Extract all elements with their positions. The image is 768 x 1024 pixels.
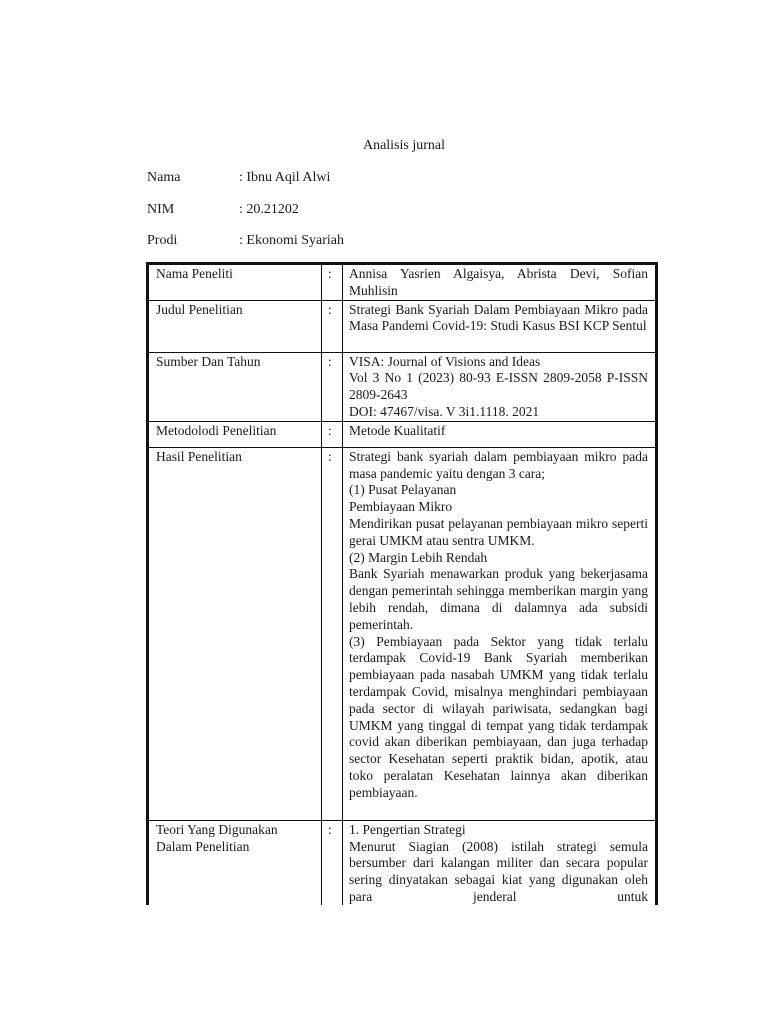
table-row-hasil-penelitian — [149, 447, 656, 820]
meta-label: Prodi — [147, 233, 178, 248]
row-value — [343, 352, 656, 421]
meta-value: : Ekonomi Syariah — [239, 233, 344, 248]
row-label: Metodolodi Penelitian — [149, 421, 322, 447]
meta-row-nama — [147, 170, 330, 186]
row-text: Mendirikan pusat pelayanan pembiayaan mikro seperti gerai UMKM atau sentra UMKM. — [349, 515, 648, 548]
row-text: Bank Syariah menawarkan produk yang bekerjasama dengan pemerintah sehingga memberikan margin yang lebih rendah, dimana di dalamnya ada subsidi pemerintah. — [349, 566, 648, 632]
row-text: Strategi bank syariah dalam pembiayaan mikro pada masa pandemic yaitu dengan 3 cara; — [349, 448, 648, 481]
meta-row-nim — [147, 202, 299, 218]
row-value — [343, 820, 656, 905]
meta-value: : 20.21202 — [239, 202, 299, 217]
meta-value: : Ibnu Aqil Alwi — [239, 170, 331, 185]
row-colon: : — [322, 265, 343, 301]
row-label: Judul Penelitian — [149, 300, 322, 352]
row-text: DOI: 47467/visa. V 3i1.1118. 2021 — [349, 403, 540, 419]
table-row-sumber-dan-tahun — [149, 352, 656, 421]
document-title: Analisis jurnal — [362, 138, 446, 153]
row-label: Hasil Penelitian — [149, 447, 322, 820]
row-text: (2) Margin Lebih Rendah — [349, 549, 488, 565]
analysis-table — [146, 262, 658, 905]
row-value — [343, 300, 656, 352]
row-colon: : — [322, 447, 343, 820]
row-text: VISA: Journal of Visions and Ideas — [349, 353, 541, 369]
row-text: Menurut Siagian (2008) istilah strategi semula bersumber dari kalangan militer dan secara popular sering dinyatakan sebagai kiat yang digunakan oleh para jenderal untuk — [349, 838, 648, 904]
table-row-judul-penelitian — [149, 300, 656, 352]
row-colon: : — [322, 421, 343, 447]
row-colon: : — [322, 352, 343, 421]
row-value — [343, 265, 656, 301]
table-row-nama-peneliti — [149, 265, 656, 301]
row-text: Pembiayaan Mikro — [349, 499, 453, 515]
row-label: Sumber Dan Tahun — [149, 352, 322, 421]
row-colon: : — [322, 820, 343, 905]
row-value — [343, 447, 656, 820]
row-value — [343, 421, 656, 447]
row-label: Teori Yang Digunakan Dalam Penelitian — [149, 820, 322, 905]
row-text: 1. Pengertian Strategi — [349, 821, 466, 837]
table-row-metodologi — [149, 421, 656, 447]
row-text: Strategi Bank Syariah Dalam Pembiayaan Mikro pada Masa Pandemi Covid-19: Studi Kasus BSI KCP Sentul — [349, 301, 648, 334]
row-text: (3) Pembiayaan pada Sektor yang tidak terlalu terdampak Covid-19 Bank Syariah memberikan pembiayaan pada nasabah UMKM yang tidak terlalu terdampak Covid, misalnya menghindari pembiayaan pada sector di wilayah pariwisata, sedangkan bagi UMKM yang tinggal di tempat yang tidak terdampak covid akan diberikan pembiayaan, dan juga terhadap sector Kesehatan seperti praktik bidan, apotik, atau toko peralatan Kesehatan lainnya akan diberikan pembiayaan. — [349, 633, 648, 800]
table-row-teori — [149, 820, 656, 905]
row-text: (1) Pusat Pelayanan — [349, 482, 457, 498]
meta-label: Nama — [147, 170, 181, 185]
meta-label: NIM — [147, 202, 175, 217]
meta-row-prodi — [147, 233, 344, 249]
row-text: Annisa Yasrien Algaisya, Abrista Devi, Sofian Muhlisin — [349, 266, 648, 298]
row-text: Metode Kualitatif — [349, 422, 446, 438]
row-text: Vol 3 No 1 (2023) 80-93 E-ISSN 2809-2058 P-ISSN 2809-2643 — [349, 370, 648, 403]
row-colon: : — [322, 300, 343, 352]
row-label: Nama Peneliti — [149, 265, 322, 301]
